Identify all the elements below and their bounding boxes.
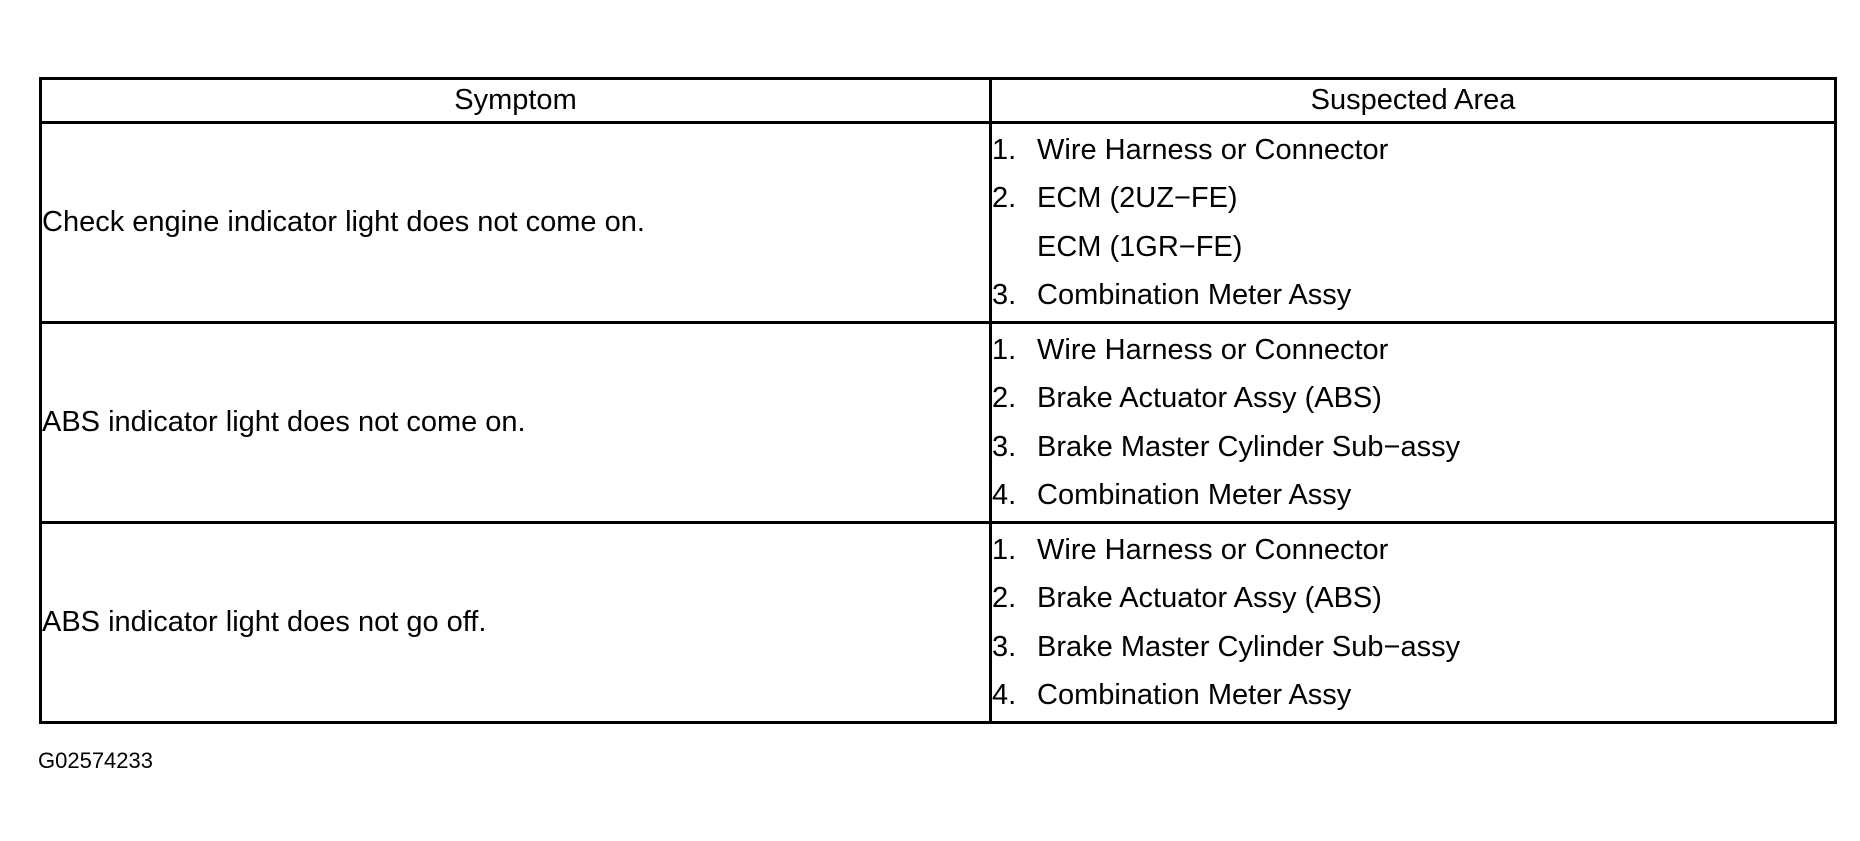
- item-text: Brake Master Cylinder Sub−assy: [1037, 430, 1461, 463]
- symptom-cell: ABS indicator light does not go off.: [41, 523, 991, 723]
- item-text: ECM (2UZ−FE): [1037, 182, 1238, 214]
- list-item: [992, 126, 1834, 175]
- suspected-area-cell: [991, 123, 1836, 323]
- item-number: 2.: [992, 382, 1017, 414]
- list-item: [992, 174, 1834, 223]
- item-text: ECM (1GR−FE): [1037, 230, 1243, 263]
- figure-code: G02574233: [38, 748, 153, 773]
- list-item: [992, 223, 1834, 272]
- list-item: [992, 326, 1834, 375]
- symptom-cell: ABS indicator light does not come on.: [41, 323, 991, 523]
- header-suspected-area: Suspected Area: [991, 79, 1836, 123]
- item-text: Combination Meter Assy: [1037, 279, 1352, 311]
- item-number: 1.: [992, 533, 1017, 566]
- table-row: [41, 123, 1836, 323]
- item-text: Combination Meter Assy: [1037, 679, 1352, 711]
- item-text: Combination Meter Assy: [1037, 479, 1352, 511]
- list-item: [992, 423, 1834, 472]
- item-number: 1.: [992, 333, 1017, 366]
- item-number: [992, 223, 1037, 272]
- list-item: [992, 574, 1834, 623]
- header-symptom: Symptom: [41, 79, 991, 123]
- suspected-area-list: [992, 326, 1834, 520]
- item-number: 3.: [992, 430, 1017, 463]
- suspected-area-cell: [991, 523, 1836, 723]
- symptom-table: [39, 77, 1837, 724]
- item-text: Brake Actuator Assy (ABS): [1037, 382, 1382, 414]
- table-row: [41, 523, 1836, 723]
- table-row: [41, 323, 1836, 523]
- list-item: [992, 471, 1834, 520]
- item-number: 4.: [992, 479, 1017, 511]
- item-text: Brake Master Cylinder Sub−assy: [1037, 630, 1461, 663]
- item-number: 3.: [992, 630, 1017, 663]
- list-item: [992, 374, 1834, 423]
- item-text: Wire Harness or Connector: [1037, 533, 1389, 566]
- list-item: [992, 526, 1834, 575]
- item-text: Brake Actuator Assy (ABS): [1037, 582, 1382, 614]
- item-number: 2.: [992, 182, 1017, 214]
- list-item: [992, 623, 1834, 672]
- item-number: 3.: [992, 279, 1017, 311]
- item-text: Wire Harness or Connector: [1037, 133, 1389, 166]
- suspected-area-cell: [991, 323, 1836, 523]
- suspected-area-list: [992, 126, 1834, 320]
- item-number: 1.: [992, 133, 1017, 166]
- suspected-area-list: [992, 526, 1834, 720]
- item-number: 2.: [992, 582, 1017, 614]
- list-item: [992, 671, 1834, 720]
- symptom-cell: Check engine indicator light does not come on.: [41, 123, 991, 323]
- item-text: Wire Harness or Connector: [1037, 333, 1389, 366]
- header-row: [41, 79, 1836, 123]
- item-number: 4.: [992, 679, 1017, 711]
- list-item: [992, 271, 1834, 320]
